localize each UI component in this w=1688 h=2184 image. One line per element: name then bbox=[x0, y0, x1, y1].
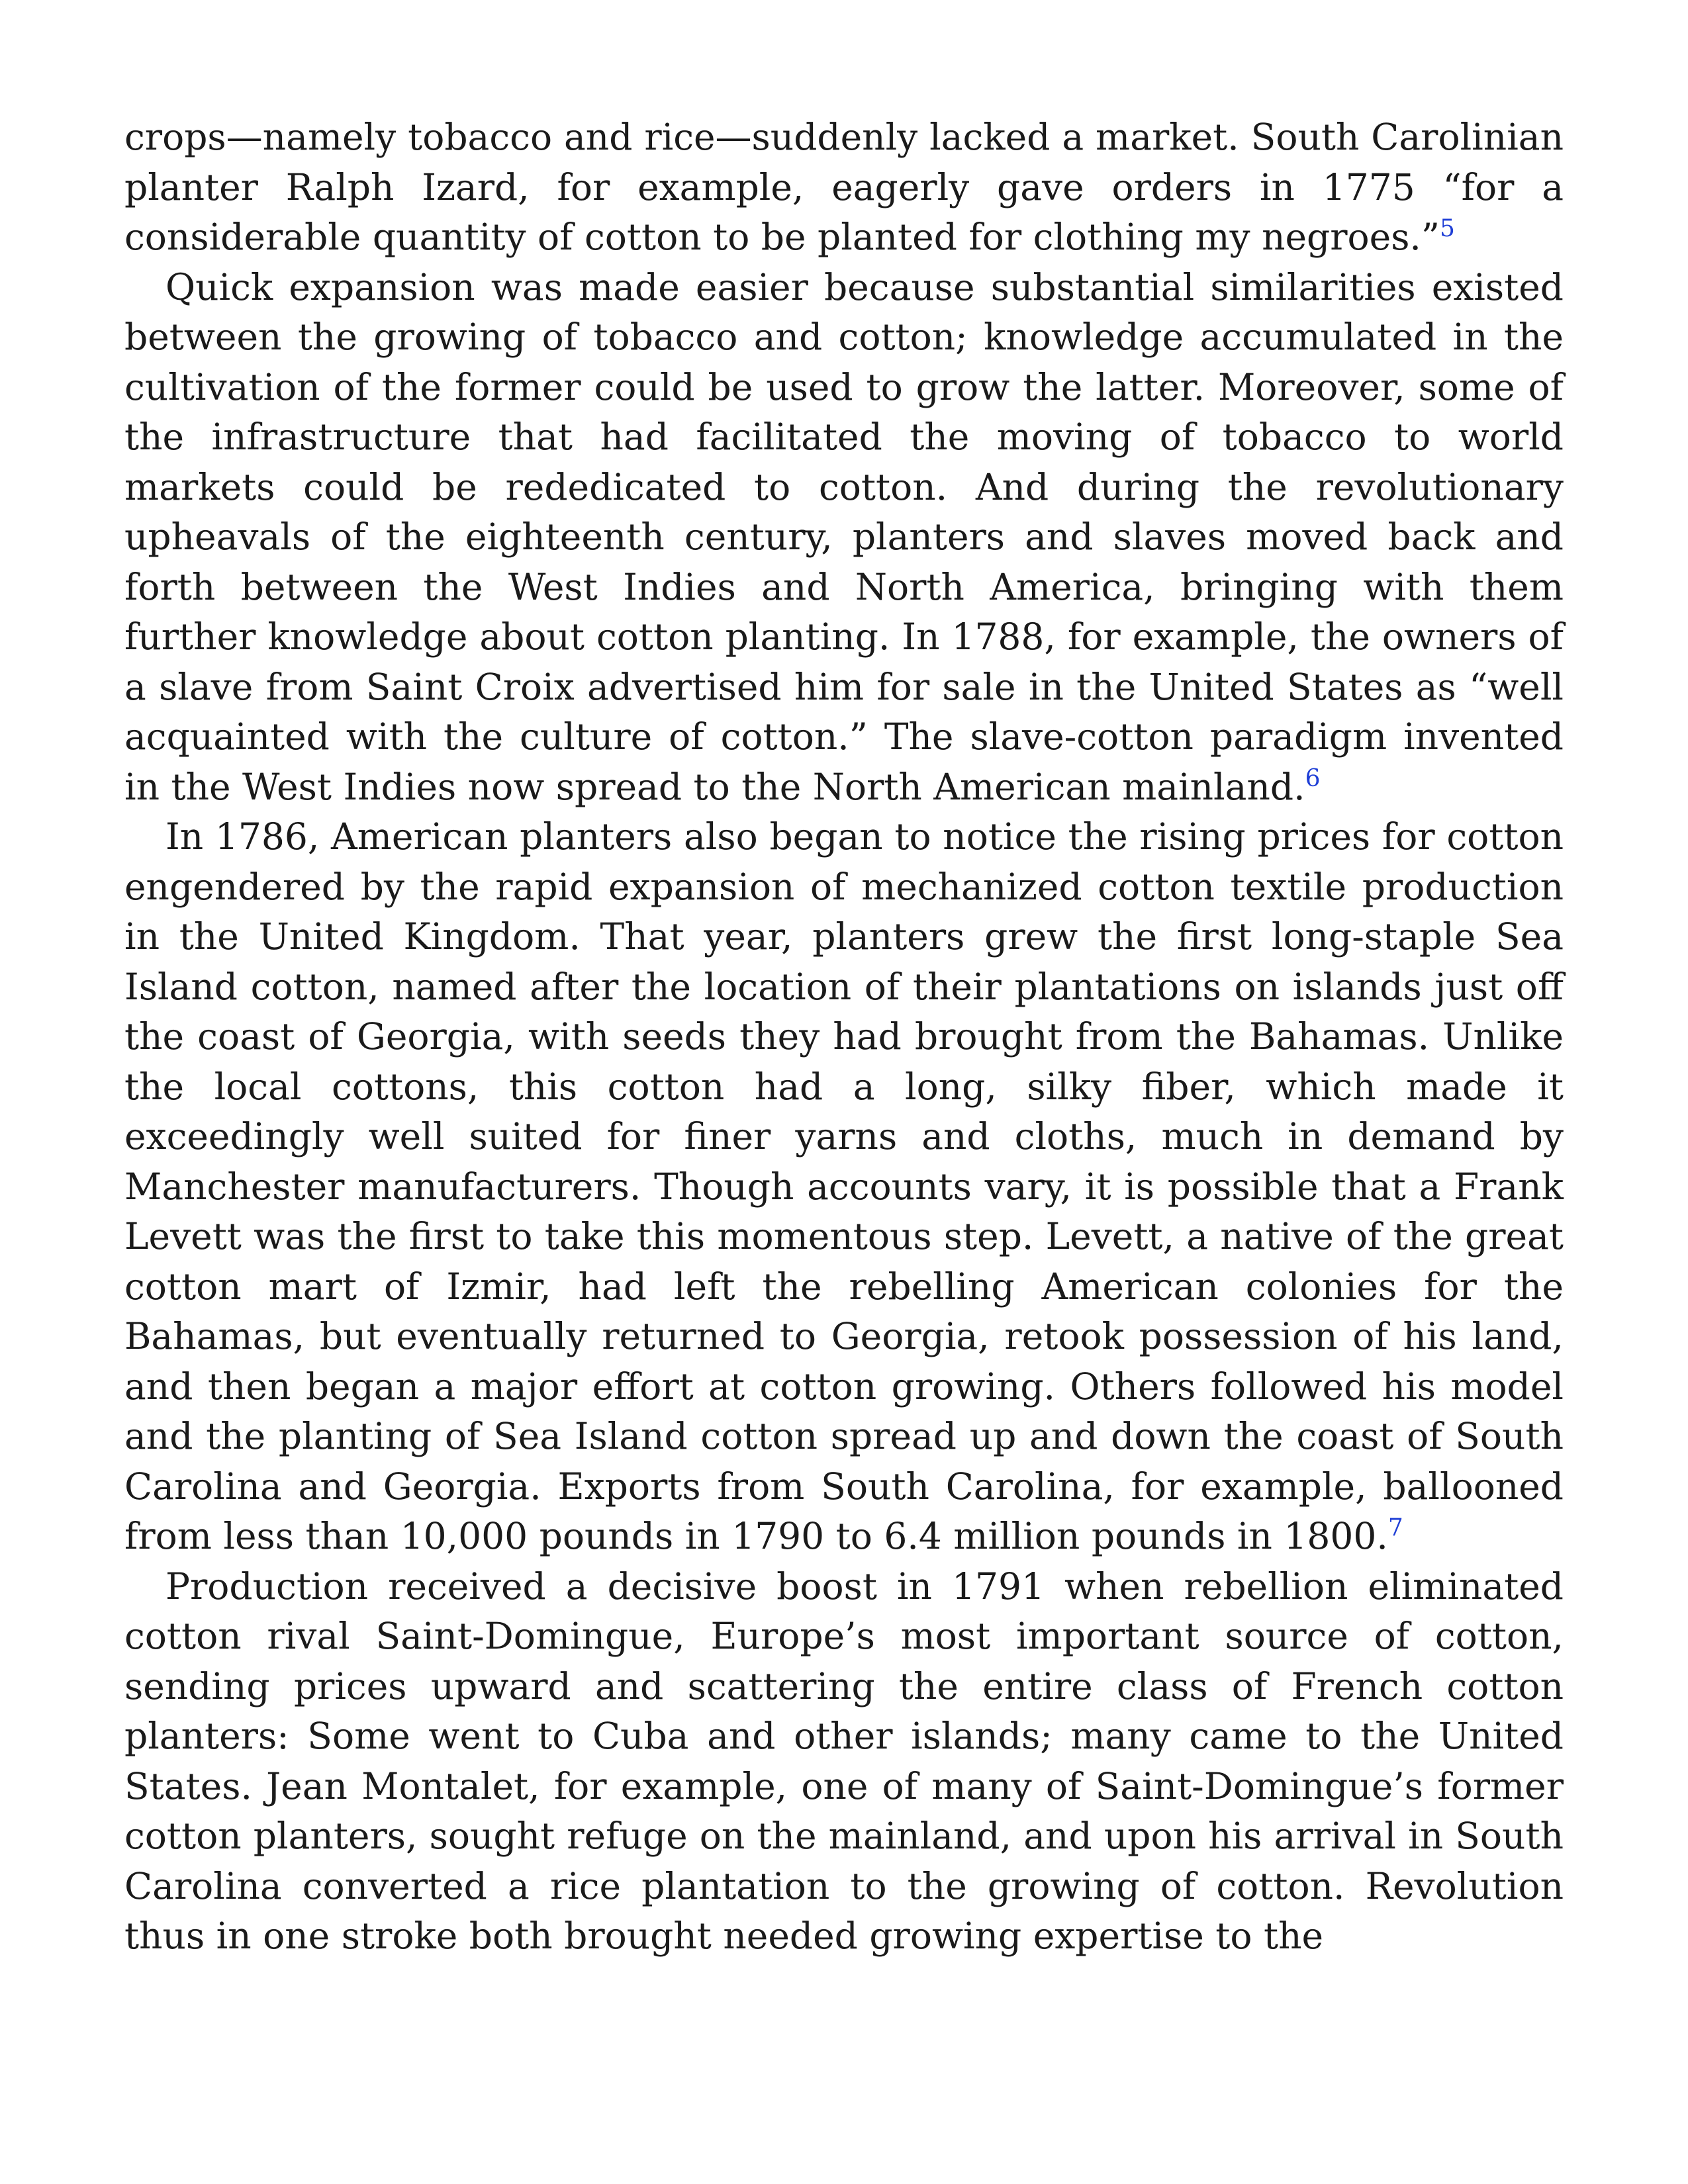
book-page-body bbox=[124, 113, 1564, 1962]
paragraph-2-text: Quick expansion was made easier because substantial similarities existed between the growing of tobacco and cotton; knowledge accumulated in the cultivation of the former could be used to grow the latter. Moreover, some of the infrastructure that had facilitated the moving of tobacco to world markets could be rededicated to cotton. And during the revolutionary upheavals of the eighteenth century, planters and slaves moved back and forth between the West Indies and North America, bringing with them further knowledge about cotton planting. In 1788, for example, the owners of a slave from Saint Croix advertised him for sale in the United States as “well acquainted with the culture of cotton.” The slave-cotton paradigm invented in the West Indies now spread to the North American mainland. bbox=[124, 265, 1564, 808]
paragraph-3 bbox=[124, 812, 1564, 1562]
paragraph-4-text: Production received a decisive boost in 1791 when rebellion eliminated cotton rival Saint-Domingue, Europe’s most important source of cotton, sending prices upward and scattering the entire class of French cotton planters: Some went to Cuba and other islands; many came to the United States. Jean Montalet, for example, one of many of Saint-Domingue’s former cotton planters, sought refuge on the mainland, and upon his arrival in South Carolina converted a rice plantation to the growing of cotton. Revolution thus in one stroke both brought needed growing expertise to the bbox=[124, 1565, 1564, 1957]
footnote-ref-5[interactable]: 5 bbox=[1440, 215, 1455, 242]
footnote-ref-7[interactable]: 7 bbox=[1387, 1514, 1403, 1541]
paragraph-3-text: In 1786, American planters also began to notice the rising prices for cotton engendered by the rapid expansion of mechanized cotton textile production in the United Kingdom. That year, planters grew the first long-staple Sea Island cotton, named after the location of their plantations on islands just off the coast of Georgia, with seeds they had brought from the Bahamas. Unlike the local cottons, this cotton had a long, silky fiber, which made it exceedingly well suited for finer yarns and cloths, much in demand by Manchester manufacturers. Though accounts vary, it is possible that a Frank Levett was the first to take this momentous step. Levett, a native of the great cotton mart of Izmir, had left the rebelling American colonies for the Bahamas, but eventually returned to Georgia, retook possession of his land, and then began a major effort at cotton growing. Others followed his model and the planting of Sea Island cotton spread up and down the coast of South Carolina and Georgia. Exports from South Carolina, for example, ballooned from less than 10,000 pounds in 1790 to 6.4 million pounds in 1800. bbox=[124, 815, 1564, 1557]
paragraph-4 bbox=[124, 1562, 1564, 1962]
footnote-ref-6[interactable]: 6 bbox=[1305, 764, 1321, 792]
paragraph-2 bbox=[124, 263, 1564, 813]
paragraph-1 bbox=[124, 113, 1564, 263]
paragraph-1-text: crops—namely tobacco and rice—suddenly lacked a market. South Carolinian planter Ralph Izard, for example, eagerly gave orders in 1775 “for a considerable quantity of cotton to be planted for clothing my negroes.” bbox=[124, 116, 1564, 258]
